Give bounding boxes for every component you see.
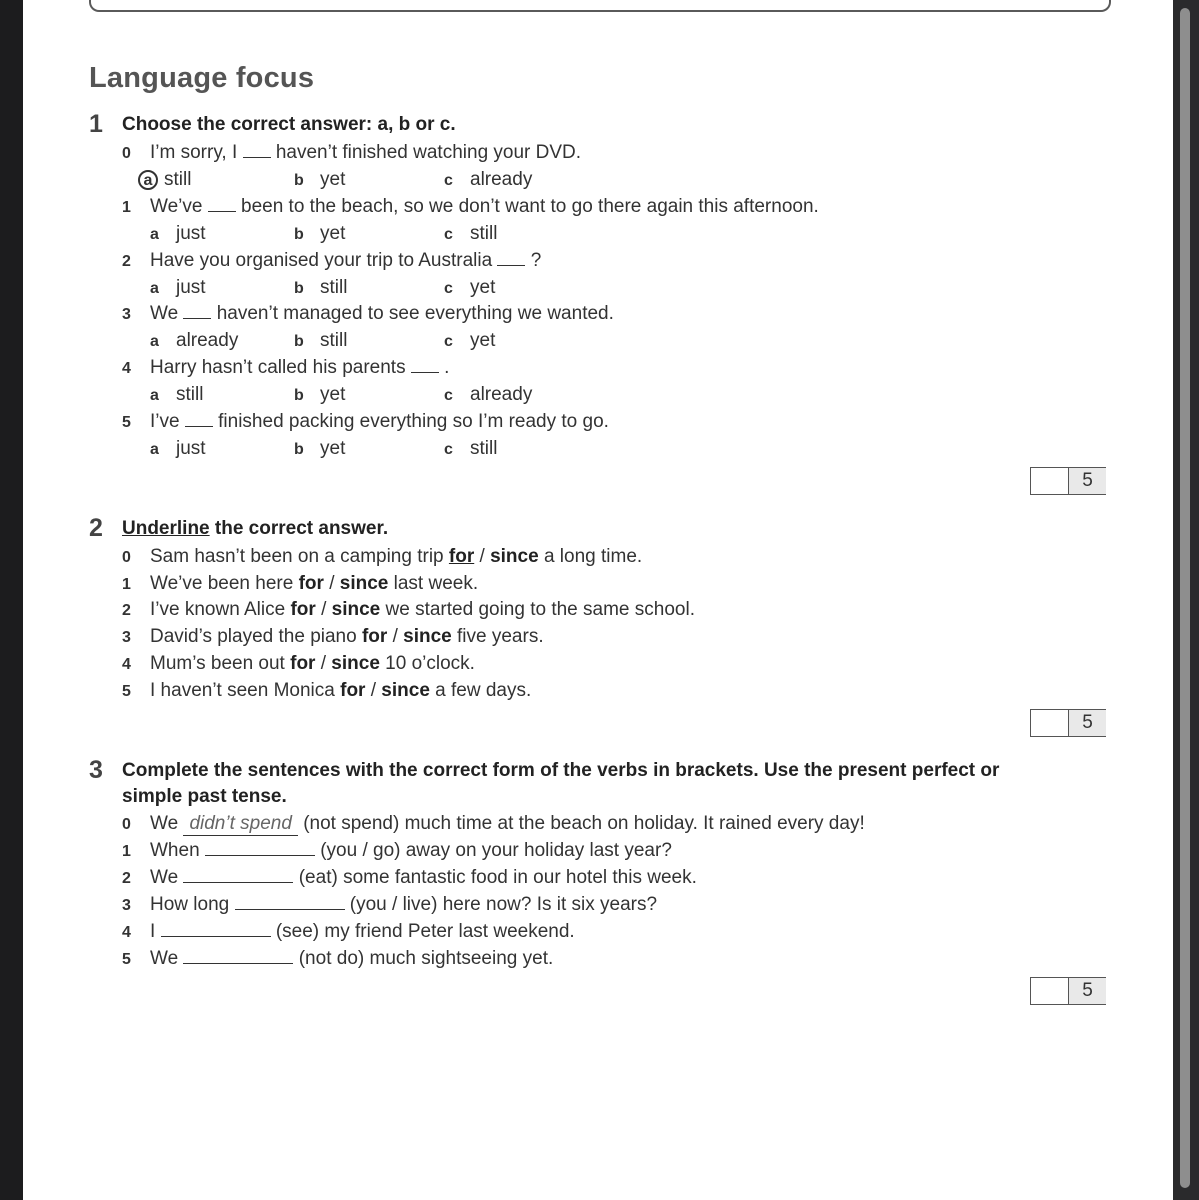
ex1-item-5-option-c[interactable] xyxy=(444,438,497,460)
ex1-item-5-option-a[interactable] xyxy=(150,438,206,460)
ex1-item-0-option-b[interactable] xyxy=(294,169,345,191)
example-answer: didn’t spend xyxy=(183,813,297,836)
ex2-item-0 xyxy=(122,546,642,568)
instruction-rest: the correct answer. xyxy=(214,518,389,539)
option-text: yet xyxy=(320,438,346,459)
section-title: Language focus xyxy=(89,62,315,94)
choice-since[interactable]: since xyxy=(381,680,430,701)
option-letter: c xyxy=(444,172,453,189)
ex1-item-1-option-c[interactable] xyxy=(444,223,497,245)
choice-slash: / xyxy=(370,680,377,701)
item-text-before: I haven’t seen Monica xyxy=(150,680,335,701)
item-number: 1 xyxy=(122,199,131,216)
item-number: 2 xyxy=(122,602,131,619)
ex3-item-5 xyxy=(122,948,553,970)
ex2-item-5 xyxy=(122,680,531,702)
exercise-1-instruction: Choose the correct answer: a, b or c. xyxy=(122,114,456,135)
worksheet-page xyxy=(23,0,1173,1200)
choice-slash: / xyxy=(329,573,335,594)
choice-since[interactable]: since xyxy=(331,599,381,620)
ex1-item-2-option-a[interactable] xyxy=(150,277,206,299)
item-text-before: When xyxy=(150,840,200,861)
option-letter: b xyxy=(294,333,304,350)
option-text: already xyxy=(176,330,239,351)
answer-blank[interactable] xyxy=(497,251,525,266)
answer-blank[interactable] xyxy=(161,922,271,937)
score-total: 5 xyxy=(1069,710,1106,736)
item-number: 0 xyxy=(122,549,131,566)
choice-for[interactable]: for xyxy=(290,653,316,674)
ex1-item-3 xyxy=(122,303,614,325)
ex1-item-1 xyxy=(122,196,819,218)
option-letter: a xyxy=(150,226,159,243)
choice-since[interactable]: since xyxy=(403,626,452,647)
option-text: just xyxy=(176,438,206,459)
item-number: 1 xyxy=(122,576,131,593)
option-text: just xyxy=(176,277,206,298)
item-text-before: I’ve xyxy=(150,411,180,432)
ex2-item-3 xyxy=(122,626,544,648)
ex1-item-2 xyxy=(122,250,541,272)
item-text-after: (you / live) here now? Is it six years? xyxy=(349,894,658,915)
item-number: 1 xyxy=(122,843,131,860)
item-text-after: five years. xyxy=(457,626,544,647)
option-letter: c xyxy=(444,333,453,350)
item-number: 5 xyxy=(122,683,131,700)
exercise-2-instruction xyxy=(122,518,388,540)
item-number: 0 xyxy=(122,145,131,162)
ex2-item-4 xyxy=(122,653,475,675)
ex1-item-5 xyxy=(122,411,609,433)
item-text-before: We’ve been here xyxy=(150,573,294,594)
option-letter: c xyxy=(444,387,453,404)
item-text-before: We xyxy=(150,948,179,969)
option-text: still xyxy=(164,169,192,190)
circled-answer-a: a xyxy=(138,170,158,190)
item-text-after: (you / go) away on your holiday last year? xyxy=(320,840,672,861)
score-total: 5 xyxy=(1069,978,1106,1004)
option-text: yet xyxy=(320,223,346,244)
item-text-after: a long time. xyxy=(543,546,643,567)
choice-slash: / xyxy=(320,653,327,674)
ex1-item-0 xyxy=(122,142,581,164)
choice-slash: / xyxy=(392,626,398,647)
option-text: still xyxy=(320,277,348,298)
item-number: 3 xyxy=(122,629,131,646)
ex1-item-0-option-a[interactable] xyxy=(141,169,191,191)
item-text-after: we started going to the same school. xyxy=(385,599,695,620)
ex1-item-1-option-b[interactable] xyxy=(294,223,345,245)
option-letter: b xyxy=(294,387,304,404)
item-text-after: haven’t finished watching your DVD. xyxy=(275,142,582,163)
item-number: 3 xyxy=(122,897,131,914)
item-text-before: Have you organised your trip to Australia xyxy=(150,250,493,271)
choice-since[interactable]: since xyxy=(339,573,389,594)
item-text-before: I’m sorry, I xyxy=(150,142,238,163)
ex2-item-2 xyxy=(122,599,695,621)
item-text-before: I’ve known Alice xyxy=(150,599,286,620)
item-number: 2 xyxy=(122,253,131,270)
item-number: 4 xyxy=(122,924,131,941)
item-text-after: (not do) much sightseeing yet. xyxy=(298,948,554,969)
ex2-item-1 xyxy=(122,573,478,595)
option-letter: a xyxy=(150,387,159,404)
item-number: 0 xyxy=(122,816,131,833)
ex3-item-0 xyxy=(122,813,865,836)
item-text-after: (not spend) much time at the beach on holiday. It rained every day! xyxy=(303,813,865,834)
item-text-before: We xyxy=(150,303,179,324)
option-letter: b xyxy=(294,226,304,243)
exercise-2-score-box xyxy=(1030,709,1106,737)
ex3-item-2 xyxy=(122,867,697,889)
item-text-after: 10 o’clock. xyxy=(385,653,475,674)
item-number: 4 xyxy=(122,360,131,377)
answer-blank[interactable] xyxy=(183,868,293,883)
item-number: 5 xyxy=(122,951,131,968)
ex1-item-2-option-c[interactable] xyxy=(444,277,495,299)
ex1-item-1-option-a[interactable] xyxy=(150,223,206,245)
choice-for[interactable]: for xyxy=(361,626,388,647)
exercise-3-score-box xyxy=(1030,977,1106,1005)
option-text: yet xyxy=(320,169,346,190)
ex1-item-0-option-c[interactable] xyxy=(444,169,532,191)
item-text-after: haven’t managed to see everything we wanted. xyxy=(216,303,614,324)
ex3-item-1 xyxy=(122,840,672,862)
option-letter: c xyxy=(444,280,453,297)
item-text-before: I xyxy=(150,921,156,942)
item-text-after: a few days. xyxy=(435,680,532,701)
item-text-before: We xyxy=(150,813,179,834)
option-text: still xyxy=(470,438,498,459)
item-text-after: (eat) some fantastic food in our hotel this week. xyxy=(298,867,697,888)
choice-for[interactable]: for xyxy=(340,680,366,701)
option-letter: b xyxy=(294,441,304,458)
score-input-cell[interactable] xyxy=(1031,468,1069,494)
exercise-1-score-box xyxy=(1030,467,1106,495)
item-text-before: Mum’s been out xyxy=(150,653,285,674)
option-letter: a xyxy=(150,333,159,350)
ex1-item-4 xyxy=(122,357,449,379)
answer-blank[interactable] xyxy=(208,197,236,212)
ex1-item-4-option-c[interactable] xyxy=(444,384,532,406)
ex1-item-3-option-a[interactable] xyxy=(150,330,238,352)
scrollbar-thumb[interactable] xyxy=(1180,8,1190,1188)
option-text: yet xyxy=(320,384,346,405)
answer-blank[interactable] xyxy=(411,358,439,373)
item-number: 3 xyxy=(122,306,131,323)
exercise-3-number: 3 xyxy=(89,756,103,784)
choice-since[interactable]: since xyxy=(331,653,380,674)
item-text-before: Harry hasn’t called his parents xyxy=(150,357,406,378)
item-text-after: . xyxy=(444,357,450,378)
item-number: 5 xyxy=(122,414,131,431)
item-text-before: How long xyxy=(150,894,230,915)
score-input-cell[interactable] xyxy=(1031,710,1069,736)
item-number: 2 xyxy=(122,870,131,887)
option-letter: a xyxy=(150,441,159,458)
choice-for[interactable]: for xyxy=(298,573,324,594)
choice-since[interactable]: since xyxy=(490,546,539,567)
choice-slash: / xyxy=(321,599,327,620)
option-text: already xyxy=(470,384,533,405)
option-letter: a xyxy=(150,280,159,297)
ex1-item-4-option-b[interactable] xyxy=(294,384,345,406)
item-text-before: Sam hasn’t been on a camping trip xyxy=(150,546,444,567)
option-text: yet xyxy=(470,277,496,298)
ex1-item-5-option-b[interactable] xyxy=(294,438,345,460)
option-letter: c xyxy=(444,226,453,243)
ex1-item-3-option-c[interactable] xyxy=(444,330,495,352)
choice-slash: / xyxy=(479,546,485,567)
item-text-before: We xyxy=(150,867,179,888)
option-text: yet xyxy=(470,330,496,351)
score-input-cell[interactable] xyxy=(1031,978,1069,1004)
answer-blank[interactable] xyxy=(183,949,293,964)
option-text: still xyxy=(176,384,204,405)
option-letter: c xyxy=(444,441,453,458)
exercise-2-number: 2 xyxy=(89,514,103,542)
option-letter: b xyxy=(294,172,304,189)
item-text-after: ? xyxy=(530,250,542,271)
option-text: just xyxy=(176,223,206,244)
answer-blank[interactable] xyxy=(235,895,345,910)
option-text: already xyxy=(470,169,533,190)
exercise-1-number: 1 xyxy=(89,110,103,138)
item-text-before: We’ve xyxy=(150,196,203,217)
option-letter: b xyxy=(294,280,304,297)
top-frame-box xyxy=(89,0,1111,12)
item-text-after: been to the beach, so we don’t want to go there again this afternoon. xyxy=(241,196,819,217)
ex1-item-2-option-b[interactable] xyxy=(294,277,347,299)
ex3-item-3 xyxy=(122,894,657,916)
ex1-item-4-option-a[interactable] xyxy=(150,384,203,406)
score-total: 5 xyxy=(1069,468,1106,494)
instruction-underlined-word: Underline xyxy=(122,518,210,539)
choice-for[interactable]: for xyxy=(448,546,475,567)
ex1-item-3-option-b[interactable] xyxy=(294,330,347,352)
item-number: 4 xyxy=(122,656,131,673)
ex3-item-4 xyxy=(122,921,575,943)
exercise-3-instruction-line-2: simple past tense. xyxy=(122,786,287,807)
choice-for[interactable]: for xyxy=(290,599,316,620)
answer-blank[interactable] xyxy=(183,304,211,319)
exercise-3-instruction-line-1: Complete the sentences with the correct form of the verbs in brackets. Use the present perfect or xyxy=(122,760,1000,781)
item-text-after: last week. xyxy=(393,573,479,594)
item-text-before: David’s played the piano xyxy=(150,626,357,647)
item-text-after: (see) my friend Peter last weekend. xyxy=(275,921,575,942)
option-text: still xyxy=(320,330,348,351)
answer-blank[interactable] xyxy=(205,841,315,856)
option-text: still xyxy=(470,223,498,244)
answer-blank[interactable] xyxy=(243,143,271,158)
answer-blank[interactable] xyxy=(185,412,213,427)
item-text-after: finished packing everything so I’m ready to go. xyxy=(218,411,609,432)
